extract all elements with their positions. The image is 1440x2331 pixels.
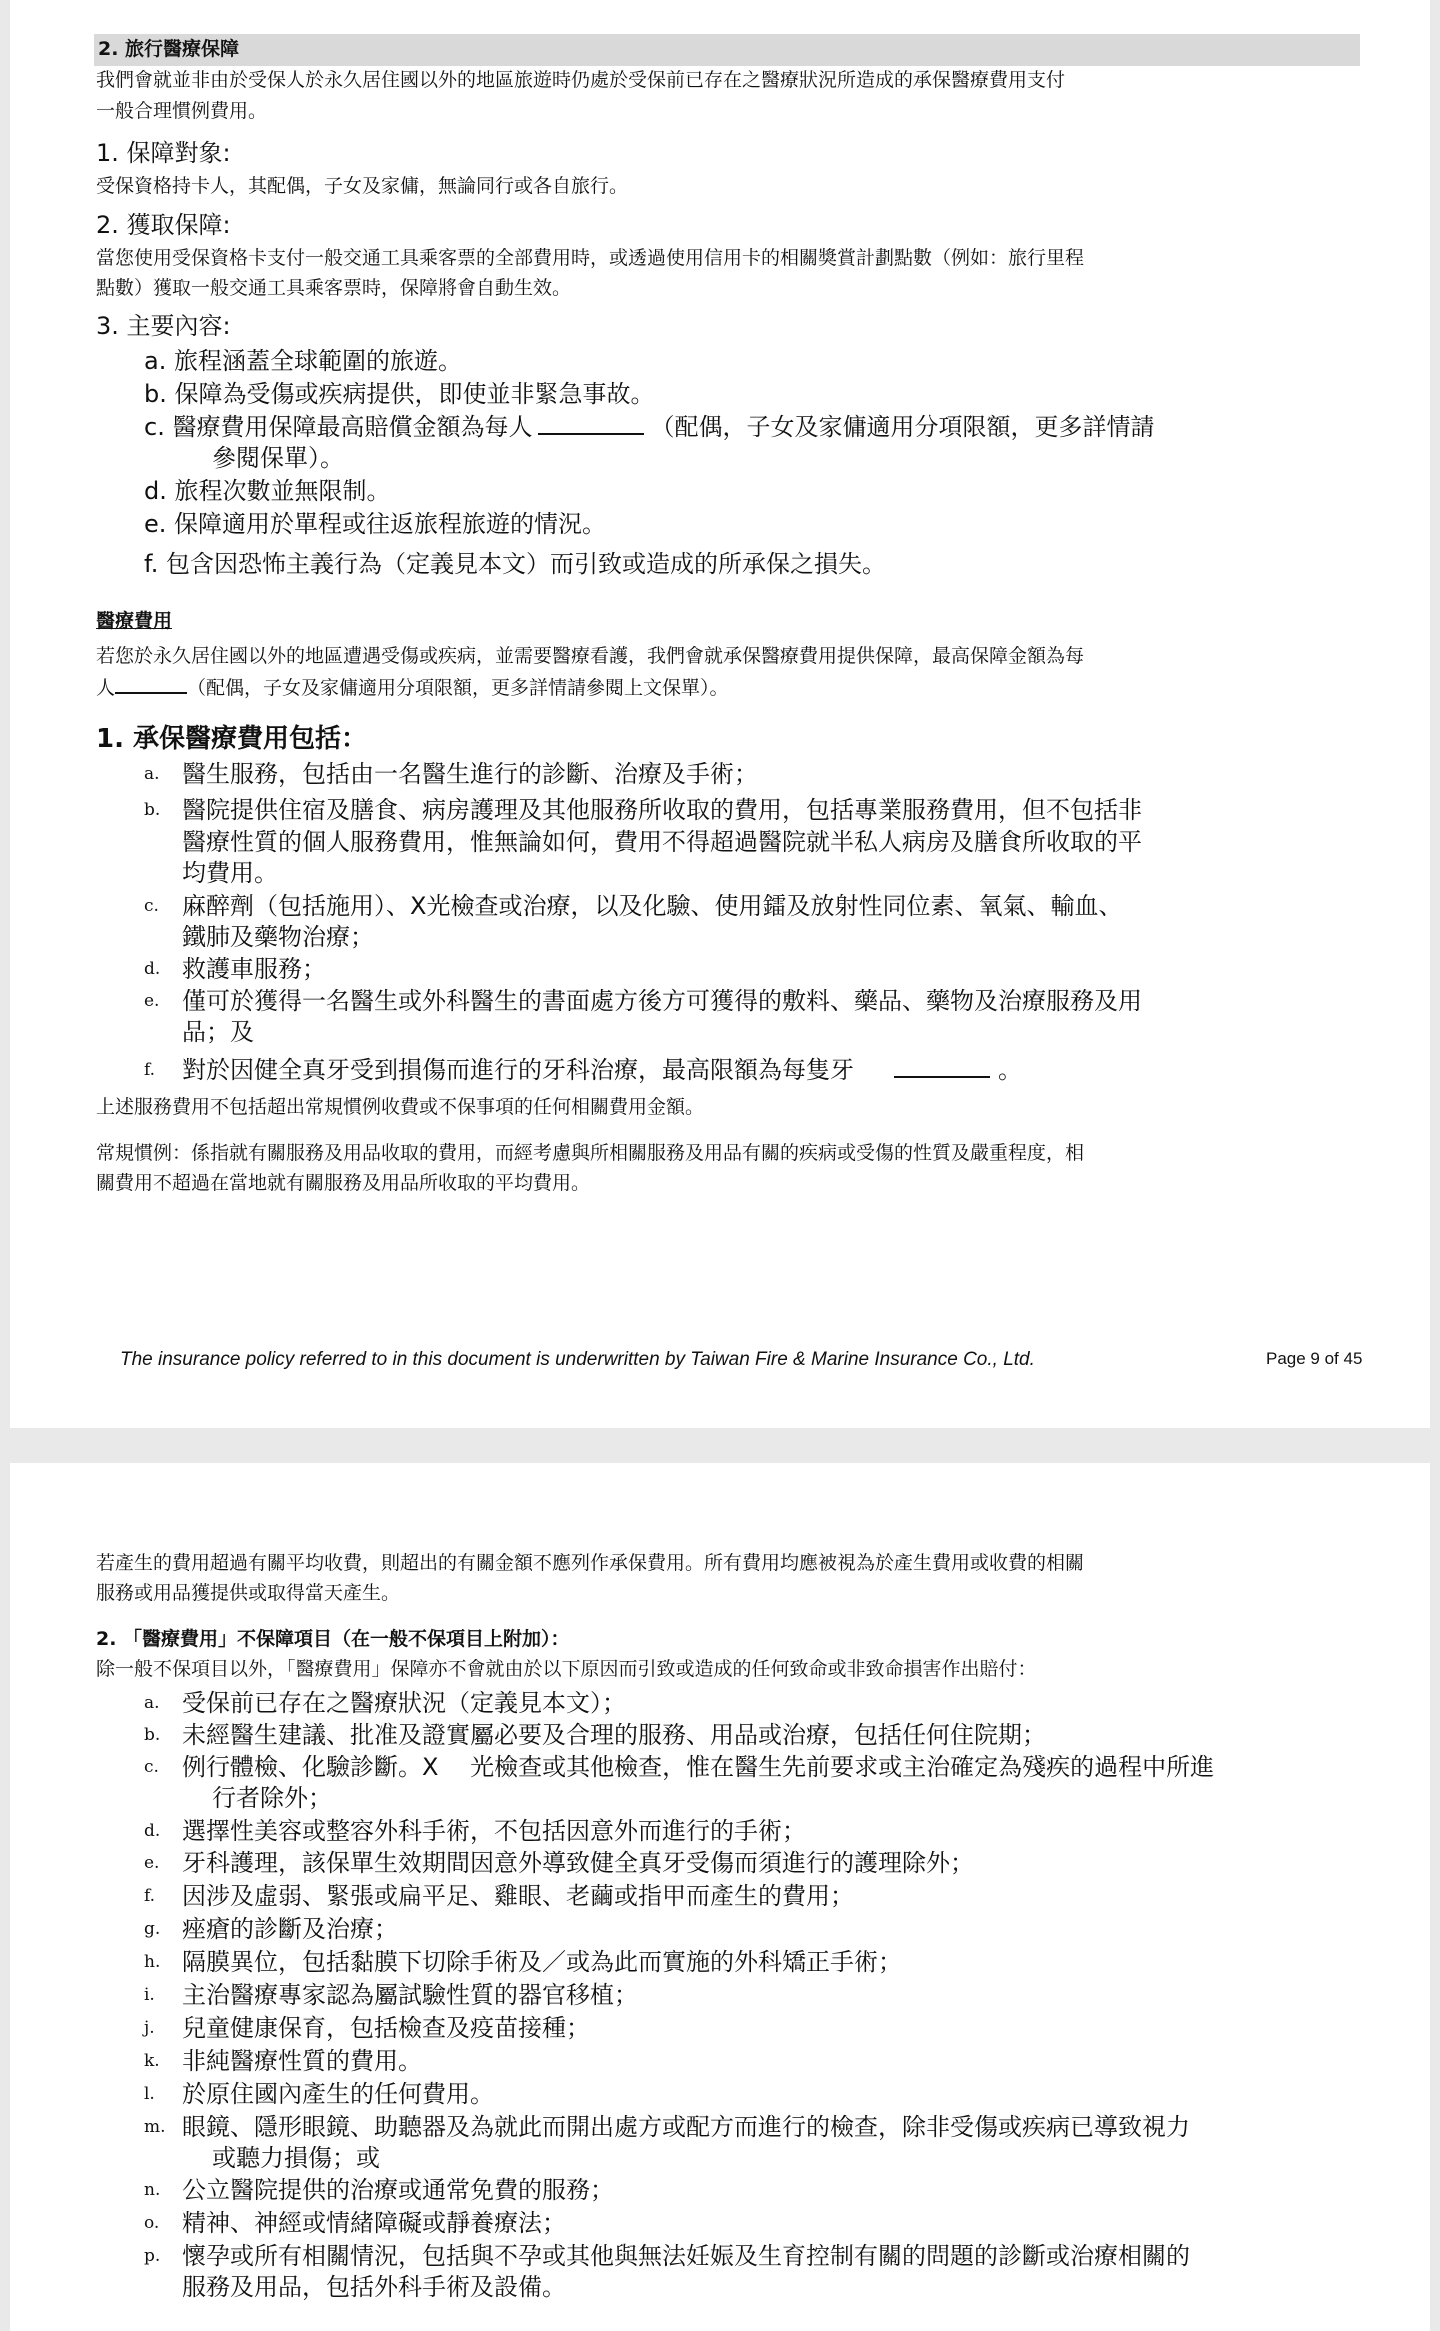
list-item: 非純醫療性質的費用。 [182,2047,422,2075]
subheading: 1. 保障對象: [96,139,231,167]
fill-in-blank [115,692,187,694]
list-item-continuation: 服務及用品，包括外科手術及設備。 [182,2273,566,2301]
paragraph-line: 常規慣例：係指就有關服務及用品收取的費用，而經考慮與所相關服務及用品有關的疾病或受傷的性質及嚴重程度，相 [96,1142,1085,1164]
list-item-text: 對於因健全真牙受到損傷而進行的牙科治療，最高限額為每隻牙 [182,1056,854,1084]
section-heading: 醫療費用 [96,610,173,632]
paragraph-text: （配偶，子女及家傭適用分項限額，更多詳情請參閱上文保單）。 [187,677,729,699]
list-item [182,1058,1022,1082]
paragraph-line: 一般合理慣例費用。 [96,100,268,122]
list-marker: c. [144,1757,159,1777]
list-item: 公立醫院提供的治療或通常免費的服務； [182,2176,614,2204]
list-marker: e. [144,1853,160,1873]
list-marker: i. [144,1985,155,2005]
list-item: 未經醫生建議、批准及證實屬必要及合理的服務、用品或治療，包括任何住院期； [182,1721,1046,1749]
list-item: e. 保障適用於單程或往返旅程旅遊的情況。 [144,510,607,538]
list-marker: l. [144,2084,155,2104]
paragraph-line: 我們會就並非由於受保人於永久居住國以外的地區旅遊時仍處於受保前已存在之醫療狀況所造成的承保醫療費用支付 [96,69,1066,91]
list-item: 兒童健康保育，包括檢查及疫苗接種； [182,2014,590,2042]
list-item-continuation: 行者除外； [212,1784,332,1812]
list-item: 牙科護理，該保單生效期間因意外導致健全真牙受傷而須進行的護理除外； [182,1849,974,1877]
list-marker: d. [144,959,161,979]
list-item-text: （配偶，子女及家傭適用分項限額，更多詳情請 [650,413,1155,441]
list-item: 精神、神經或情緒障礙或靜養療法； [182,2209,566,2237]
subheading: 2. 獲取保障: [96,211,231,239]
list-item-text: 。 [998,1056,1022,1084]
paragraph-line: 受保資格持卡人，其配偶，子女及家傭，無論同行或各自旅行。 [96,175,629,197]
list-marker: b. [144,800,161,820]
subheading: 2. 「醫療費用」不保障項目（在一般不保項目上附加）： [96,1628,570,1650]
footer-underwriter-note: The insurance policy referred to in this document is underwritten by Taiwan Fire & Marine Insurance Co., Ltd. [120,1349,1035,1370]
list-item: 選擇性美容或整容外科手術，不包括因意外而進行的手術； [182,1817,806,1845]
paragraph-line: 除一般不保項目以外，「醫療費用」保障亦不會就由於以下原因而引致或造成的任何致命或非致命損害作出賠付： [96,1658,1037,1680]
list-marker: m. [144,2117,166,2137]
paragraph-line: 當您使用受保資格卡支付一般交通工具乘客票的全部費用時，或透過使用信用卡的相關獎賞計劃點數（例如：旅行里程 [96,247,1085,269]
list-marker: p. [144,2246,161,2266]
list-item: 例行體檢、化驗診斷。X 光檢查或其他檢查，惟在醫生先前要求或主治確定為殘疾的過程中所進 [182,1753,1215,1781]
list-marker: d. [144,1821,161,1841]
list-item: 於原住國內產生的任何費用。 [182,2080,494,2108]
list-marker: f. [144,1886,156,1906]
paragraph-line [96,679,729,698]
list-item-continuation: 鐵肺及藥物治療； [182,923,374,951]
list-item: 因涉及虛弱、緊張或扁平足、雞眼、老繭或指甲而產生的費用； [182,1882,854,1910]
list-item-continuation: 均費用。 [182,859,278,887]
list-item-continuation: 或聽力損傷；或 [212,2144,380,2172]
list-marker: f. [144,1060,156,1080]
list-marker: a. [144,764,160,784]
document-page-9 [10,0,1430,1428]
list-item: 僅可於獲得一名醫生或外科醫生的書面處方後方可獲得的敷料、藥品、藥物及治療服務及用 [182,987,1142,1015]
list-item: a. 旅程涵蓋全球範圍的旅遊。 [144,347,462,375]
list-item-continuation: 品；及 [182,1018,254,1046]
paragraph-text: 人 [96,677,116,699]
fill-in-blank [894,1076,990,1078]
paragraph-line: 關費用不超過在當地就有關服務及用品所收取的平均費用。 [96,1172,591,1194]
list-item: 醫生服務，包括由一名醫生進行的診斷、治療及手術； [182,760,758,788]
list-item: 麻醉劑（包括施用）、X光檢查或治療，以及化驗、使用鐳及放射性同位素、氧氣、輸血、 [182,892,1123,920]
list-item: f. 包含因恐怖主義行為（定義見本文）而引致或造成的所承保之損失。 [144,550,886,578]
list-item: 隔膜異位，包括黏膜下切除手術及／或為此而實施的外科矯正手術； [182,1948,902,1976]
section-heading: 2. 旅行醫療保障 [98,38,240,60]
list-marker: c. [144,896,159,916]
paragraph-line: 上述服務費用不包括超出常規慣例收費或不保事項的任何相關費用金額。 [96,1096,705,1118]
paragraph-line: 若產生的費用超過有關平均收費，則超出的有關金額不應列作承保費用。所有費用均應被視為於產生費用或收費的相關 [96,1552,1085,1574]
paragraph-line: 服務或用品獲提供或取得當天產生。 [96,1582,401,1604]
list-item: 主治醫療專家認為屬試驗性質的器官移植； [182,1981,638,2009]
paragraph-line: 若您於永久居住國以外的地區遭遇受傷或疾病，並需要醫療看護，我們會就承保醫療費用提供保障，最高保障金額為每 [96,645,1085,667]
list-marker: h. [144,1952,161,1972]
list-item: 醫院提供住宿及膳食、病房護理及其他服務所收取的費用，包括專業服務費用，但不包括非 [182,796,1142,824]
section-heading-band [94,34,1360,66]
list-marker: k. [144,2051,160,2071]
list-item: 懷孕或所有相關情況，包括與不孕或其他與無法妊娠及生育控制有關的問題的診斷或治療相關的 [182,2242,1190,2270]
paragraph-line: 點數）獲取一般交通工具乘客票時，保障將會自動生效。 [96,277,572,299]
list-item: d. 旅程次數並無限制。 [144,477,391,505]
list-item: 眼鏡、隱形眼鏡、助聽器及為就此而開出處方或配方而進行的檢查，除非受傷或疾病已導致視力 [182,2113,1190,2141]
subheading: 3. 主要內容: [96,312,231,340]
list-marker: o. [144,2213,160,2233]
list-item: 痤瘡的診斷及治療； [182,1915,398,1943]
list-marker: g. [144,1919,161,1939]
list-marker: j. [144,2018,155,2038]
list-item: b. 保障為受傷或疾病提供，即使並非緊急事故。 [144,380,655,408]
list-item-text: c. 醫療費用保障最高賠償金額為每人 [144,413,533,441]
list-marker: e. [144,991,160,1011]
page-number: Page 9 of 45 [1266,1349,1363,1368]
list-item-continuation: 醫療性質的個人服務費用，惟無論如何，費用不得超過醫院就半私人病房及膳食所收取的平 [182,828,1142,856]
list-item: 救護車服務； [182,955,326,983]
list-marker: b. [144,1725,161,1745]
fill-in-blank [538,433,644,435]
list-item-continuation: 參閱保單）。 [212,444,344,472]
list-marker: n. [144,2180,161,2200]
list-marker: a. [144,1693,160,1713]
subheading: 1. 承保醫療費用包括： [96,724,368,754]
list-item [144,415,1154,439]
list-item: 受保前已存在之醫療狀況（定義見本文）； [182,1689,626,1717]
document-page-10 [10,1463,1430,2331]
